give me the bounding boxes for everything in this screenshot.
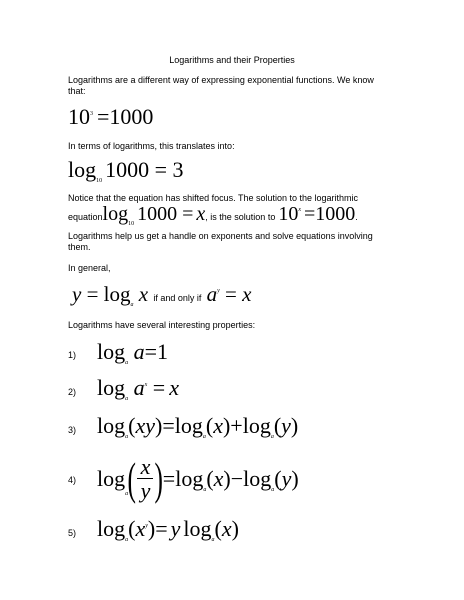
p4-fraction <box>137 453 153 503</box>
p3-y: y <box>281 413 291 438</box>
general-x2: x <box>242 282 252 306</box>
general-eq2: = <box>225 282 237 306</box>
p4-log1: log <box>97 466 126 491</box>
p1-base: a <box>125 360 129 366</box>
general-a: a <box>206 282 218 306</box>
p5-log2: log <box>183 516 212 541</box>
p4-rp2: ) <box>223 466 231 491</box>
in-general-text: In general, <box>68 263 111 273</box>
p3-xy: xy <box>135 413 155 438</box>
p3-rp2: ) <box>222 413 231 438</box>
p4-base3: a <box>271 487 275 493</box>
eq2-log: log <box>68 157 97 182</box>
eq1-exponent: 3 <box>90 111 93 117</box>
p4-eq: = <box>162 466 176 491</box>
p3-x: x <box>213 413 223 438</box>
property-3-formula <box>97 413 298 440</box>
general-base: a <box>130 302 134 308</box>
p4-rp3: ) <box>291 466 299 491</box>
p4-numerator: x <box>140 453 151 479</box>
notice-prefix: equation <box>68 212 103 222</box>
p4-x: x <box>213 466 224 491</box>
help-line-1: Logarithms help us get a handle on exponents and solve equations involving <box>68 231 373 241</box>
p3-log3: log <box>242 413 271 438</box>
property-2-formula <box>97 375 179 402</box>
page-title: Logarithms and their Properties <box>169 55 295 65</box>
help-line-2: them. <box>68 242 91 252</box>
properties-intro: Logarithms have several interesting properties: <box>68 320 256 330</box>
property-1-formula <box>97 339 168 366</box>
notice-line-1: Notice that the equation has shifted focus. The solution to the logarithmic <box>68 193 359 203</box>
p2-base: a <box>125 396 129 402</box>
p3-base1: a <box>125 434 129 440</box>
p2-log: log <box>97 375 126 400</box>
translate-text: In terms of logarithms, this translates into: <box>68 141 235 151</box>
p3-base2: a <box>202 434 206 440</box>
p5-x1: x <box>135 516 146 541</box>
p4-denominator: y <box>140 477 151 503</box>
general-exp: y <box>217 288 220 294</box>
p3-plus: + <box>230 413 243 438</box>
notice-eq-log: log <box>102 203 129 225</box>
p5-eq: = <box>155 516 168 541</box>
notice-pow-base: 10 <box>278 203 299 225</box>
notice-pow-rest: =1000 <box>304 203 356 225</box>
general-iff: if and only if <box>153 293 202 303</box>
property-4-number: 4) <box>68 475 77 485</box>
eq2-rest: 1000 = 3 <box>105 157 184 182</box>
p2-exp: x <box>144 382 148 388</box>
property-4-formula <box>97 451 299 507</box>
p2-arg: a <box>133 375 145 400</box>
property-1-number: 1) <box>68 350 77 360</box>
p5-rp1: ) <box>147 516 156 541</box>
notice-eq-base: 10 <box>128 221 135 227</box>
p3-log1: log <box>97 413 126 438</box>
p5-exp: y <box>145 523 148 529</box>
p4-big-rp: ) <box>154 453 164 504</box>
p3-log2: log <box>174 413 203 438</box>
p5-lp2: ( <box>214 516 222 541</box>
p4-big-lp: ( <box>127 453 137 504</box>
p5-base2: a <box>211 537 215 543</box>
p1-one: 1 <box>157 339 169 364</box>
p5-rp2: ) <box>231 516 239 541</box>
general-log: log <box>103 282 131 306</box>
general-x: x <box>138 282 149 306</box>
p3-lp3: ( <box>273 413 282 438</box>
notice-pow-exp: x <box>298 207 301 213</box>
p3-base3: a <box>270 434 274 440</box>
notice-eq-var: x <box>196 203 206 225</box>
p3-eq: = <box>162 413 175 438</box>
p4-log3: log <box>243 466 272 491</box>
p5-x2: x <box>221 516 232 541</box>
p3-lp1: ( <box>128 413 136 438</box>
notice-mid: , is the solution to <box>205 212 276 222</box>
p4-y: y <box>281 466 292 491</box>
eq1-base: 10 <box>68 104 90 129</box>
property-2-number: 2) <box>68 387 77 397</box>
p3-rp3: ) <box>290 413 299 438</box>
p3-lp2: ( <box>205 413 214 438</box>
p4-minus: − <box>230 466 244 491</box>
p2-eq: = <box>152 375 166 400</box>
general-eq: = <box>86 282 99 306</box>
equation-logarithmic <box>68 157 184 184</box>
general-y: y <box>72 282 82 306</box>
p3-rp1: ) <box>154 413 163 438</box>
general-definition <box>72 282 251 308</box>
notice-end: . <box>355 212 358 222</box>
notice-line-2 <box>68 203 358 225</box>
p4-base1: a <box>125 491 129 497</box>
p4-log2: log <box>175 466 204 491</box>
eq2-base: 10 <box>96 178 103 184</box>
p2-x: x <box>169 375 179 400</box>
p4-lp2: ( <box>206 466 214 491</box>
equation-exponential <box>68 104 153 130</box>
p5-y: y <box>170 516 181 541</box>
intro-line-1: Logarithms are a different way of expressing exponential functions. We know <box>68 75 374 85</box>
p5-base1: a <box>125 537 129 543</box>
intro-line-2: that: <box>68 86 86 96</box>
p1-arg: a <box>133 339 145 364</box>
notice-eq-rest: 1000 = <box>137 203 194 225</box>
property-5-formula <box>97 516 239 543</box>
p4-lp3: ( <box>274 466 282 491</box>
p1-log: log <box>97 339 126 364</box>
p5-log1: log <box>97 516 126 541</box>
p4-base2: a <box>203 487 207 493</box>
eq1-rest: =1000 <box>97 104 154 129</box>
property-3-number: 3) <box>68 425 77 435</box>
p1-eq: = <box>144 339 158 364</box>
p5-lp1: ( <box>128 516 136 541</box>
property-5-number: 5) <box>68 528 77 538</box>
